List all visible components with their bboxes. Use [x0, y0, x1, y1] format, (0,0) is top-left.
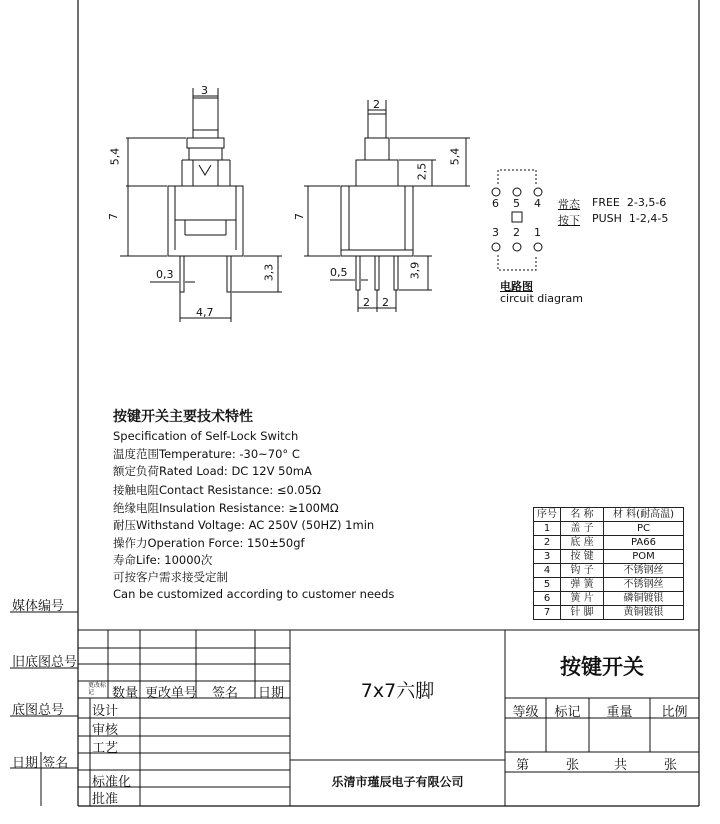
- pin-2-label: 2: [513, 226, 520, 239]
- state-free-label: 常态: [558, 198, 580, 211]
- bom-no: 7: [534, 606, 561, 620]
- spec-line: 操作力Operation Force: 150±50gf: [113, 536, 305, 550]
- design-label: 设计: [92, 704, 119, 719]
- bom-header-row: [534, 508, 684, 522]
- process-label: 工艺: [92, 741, 119, 756]
- front-dim-pin-length: 3,3: [262, 263, 276, 282]
- side-dim-body-height: 7: [293, 213, 306, 220]
- side-media-no: 媒体编号: [12, 599, 65, 614]
- side-dim-pitch-1: 2: [363, 296, 370, 309]
- bom-row: [534, 522, 684, 536]
- side-dim-pin-width: 0,5: [330, 266, 348, 279]
- bom-header-material: 材 料(耐高温): [604, 508, 684, 522]
- bom-name: 钩 子: [561, 564, 604, 578]
- bom-no: 3: [534, 550, 561, 564]
- side-dim-pin-length: 3,9: [408, 261, 422, 280]
- sheet-zhang-1: 张: [566, 758, 580, 773]
- bom-row: [534, 564, 684, 578]
- bom-material: 不锈钢丝: [604, 564, 684, 578]
- front-dim-top-width: 3: [201, 84, 208, 97]
- state-push-value: PUSH 1-2,4-5: [592, 212, 669, 225]
- state-free-value: FREE 2-3,5-6: [592, 196, 667, 209]
- approve-label: 批准: [92, 792, 119, 807]
- mark-header: 标记: [554, 705, 581, 720]
- bom-header-no: 序号: [534, 508, 561, 522]
- sheet-di: 第: [516, 758, 530, 773]
- side-dim-plunger-height: 5,4: [448, 147, 462, 166]
- bom-name: 簧 片: [561, 592, 604, 606]
- front-dim-body-height: 7: [107, 213, 120, 220]
- bom-material: 磷铜镀银: [604, 592, 684, 606]
- side-dim-pitch-2: 2: [382, 296, 389, 309]
- bom-material: PA66: [604, 536, 684, 550]
- spec-line: 寿命Life: 10000次: [113, 553, 213, 567]
- grade-header: 等级: [512, 705, 539, 720]
- bom-material: PC: [604, 522, 684, 536]
- bom-header-name: 名 称: [561, 508, 604, 522]
- scale-header: 比例: [661, 705, 688, 720]
- sign-header: 签名: [212, 686, 239, 701]
- front-dim-pin-thickness: 0,3: [156, 268, 174, 281]
- side-dim-top-width: 2: [373, 98, 380, 111]
- side-old-total: 旧底图总号: [12, 655, 78, 670]
- side-date-sign: 日期 签名: [12, 756, 69, 771]
- bom-no: 6: [534, 592, 561, 606]
- side-dim-step-height: 2,5: [415, 162, 429, 181]
- pin-4-label: 4: [534, 197, 541, 210]
- front-dim-plunger-height: 5,4: [108, 147, 122, 166]
- bom-name: 弹 簧: [561, 578, 604, 592]
- state-push-label: 按下: [558, 214, 580, 227]
- bom-name: 按 键: [561, 550, 604, 564]
- bom-row: [534, 592, 684, 606]
- date-header: 日期: [258, 686, 285, 701]
- bom-row: [534, 578, 684, 592]
- bom-material: 不锈钢丝: [604, 578, 684, 592]
- model-title: 7x7六脚: [360, 680, 435, 702]
- spec-line: Can be customized according to customer needs: [113, 587, 395, 601]
- qty-header: 数量: [112, 686, 139, 701]
- rev-mark: 更改标记: [88, 682, 107, 696]
- side-total: 底图总号: [12, 703, 65, 718]
- side-view: [304, 100, 470, 312]
- front-view: [120, 88, 282, 322]
- pin-3-label: 3: [492, 226, 499, 239]
- circuit-diagram: [492, 170, 542, 270]
- pin-1-label: 1: [534, 226, 541, 239]
- bom-name: 针 脚: [561, 606, 604, 620]
- review-label: 审核: [92, 723, 119, 738]
- company-name: 乐清市瑾辰电子有限公司: [331, 775, 464, 789]
- sheet-zhang-2: 张: [664, 758, 678, 773]
- product-title: 按键开关: [560, 655, 644, 679]
- pin-5-label: 5: [513, 197, 520, 210]
- circuit-title-en: circuit diagram: [500, 292, 584, 305]
- bom-name: 盖 子: [561, 522, 604, 536]
- spec-line: 温度范围Temperature: -30~70° C: [113, 447, 300, 461]
- spec-line: 可按客户需求接受定制: [113, 570, 228, 584]
- bom-name: 底 座: [561, 536, 604, 550]
- sheet-gong: 共: [614, 758, 628, 773]
- bom-row: [534, 550, 684, 564]
- bom-row: [534, 606, 684, 620]
- pin-6-label: 6: [492, 197, 499, 210]
- spec-line: 接触电阻Contact Resistance: ≤0.05Ω: [113, 483, 321, 497]
- bom-row: [534, 536, 684, 550]
- circuit-title-cn: 电路图: [500, 280, 533, 293]
- spec-line: 额定负荷Rated Load: DC 12V 50mA: [113, 464, 312, 478]
- bom-no: 1: [534, 522, 561, 536]
- standard-label: 标准化: [92, 775, 132, 790]
- spec-line: 绝缘电阻Insulation Resistance: ≥100MΩ: [113, 501, 339, 515]
- bom-table: [533, 507, 684, 620]
- bom-no: 2: [534, 536, 561, 550]
- front-dim-pin-span: 4,7: [196, 306, 214, 319]
- spec-title: 按键开关主要技术特性: [113, 409, 253, 425]
- spec-line: Specification of Self-Lock Switch: [113, 429, 299, 443]
- bom-no: 5: [534, 578, 561, 592]
- spec-line: 耐压Withstand Voltage: AC 250V (50HZ) 1min: [113, 518, 375, 532]
- bom-material: POM: [604, 550, 684, 564]
- bom-no: 4: [534, 564, 561, 578]
- bom-material: 黄铜镀银: [604, 606, 684, 620]
- change-no-header: 更改单号: [145, 686, 198, 701]
- weight-header: 重量: [606, 705, 633, 720]
